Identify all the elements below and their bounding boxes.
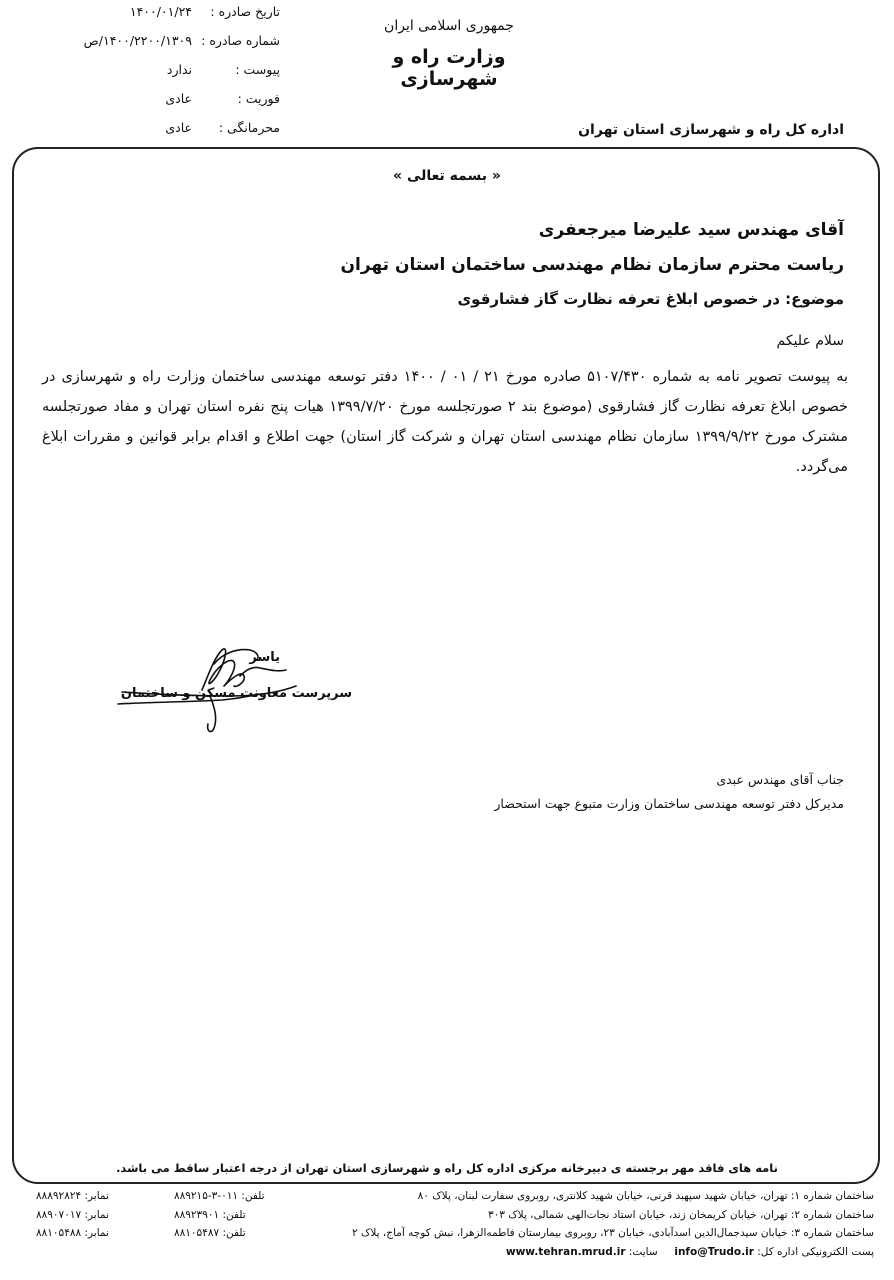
letterhead (344, 14, 554, 90)
meta-confidentiality (30, 120, 280, 149)
footer-web-contact (506, 1246, 874, 1258)
meta-attachment-value: ندارد (166, 62, 192, 77)
signature-prefix: یاسر (249, 650, 280, 665)
signature-title: سرپرست معاونت مسکن و ساختمان (120, 686, 352, 701)
footer-contact (14, 1246, 880, 1265)
footer-address: ساختمان شماره ۲: تهران، خیابان کریمخان زند، خیابان استاد نجات‌الهی شمالی، پلاک ۳۰۳ (488, 1208, 874, 1221)
meta-confidentiality-label: محرمانگی : (218, 120, 280, 135)
email-label: پست الکترونیکی اداره کل: (757, 1245, 874, 1258)
site-link[interactable]: www.tehran.mrud.ir (505, 1245, 626, 1258)
email-link[interactable]: info@Trudo.ir (674, 1245, 754, 1258)
footer-address: ساختمان شماره ۳: خیابان سیدجمال‌الدین اسدآبادی، خیابان ۲۳، روبروی بیمارستان فاطمه‌الزهرا، نبش کوچه آماج، پلاک ۲ (352, 1227, 874, 1239)
bismillah: « بسمه تعالی » (393, 168, 501, 184)
meta-attachment-label: پیوست : (235, 62, 280, 77)
validity-notice: نامه های فاقد مهر برجسته ی دبیرخانه مرکزی اداره کل راه و شهرسازی استان تهران از درجه اعتبار ساقط می باشد. (116, 1161, 778, 1175)
signature-block (110, 636, 370, 746)
footer-building-1 (14, 1190, 880, 1209)
footer (14, 1190, 880, 1264)
footer-fax: نمابر: ۸۸۹۰۷۰۱۷ (36, 1208, 109, 1221)
footer-fax: نمابر: ۸۸۸۹۲۸۲۴ (36, 1190, 109, 1202)
addressee-name: آقای مهندس سید علیرضا میرجعفری (538, 220, 844, 240)
footer-phone: تلفن: ۸۸۹۲۳۹۰۱ (174, 1208, 246, 1221)
department-name: اداره کل راه و شهرسازی استان تهران (578, 122, 844, 138)
footer-phone: تلفن: ۰۱۱-۳-۸۸۹۲۱۵ (174, 1190, 265, 1202)
greeting: سلام علیکم (776, 333, 844, 349)
letter-meta (30, 4, 280, 149)
footer-phone: تلفن: ۸۸۱۰۵۴۸۷ (174, 1227, 246, 1239)
site-label: سایت: (628, 1245, 658, 1258)
ministry-name: وزارت راه و شهرسازی (392, 46, 506, 90)
country-name: جمهوری اسلامی ایران (384, 18, 514, 34)
meta-number (30, 33, 280, 62)
footer-building-3 (14, 1227, 880, 1246)
footer-building-2 (14, 1209, 880, 1228)
cc-recipient-title: مدیرکل دفتر توسعه مهندسی ساختمان وزارت متبوع جهت استحضار (494, 796, 844, 811)
footer-fax: نمابر: ۸۸۱۰۵۴۸۸ (36, 1227, 109, 1239)
meta-urgency (30, 91, 280, 120)
meta-number-label: شماره صادره : (201, 33, 280, 48)
meta-number-value: ۱۴۰۰/۲۲۰۰/۱۳۰۹/ص (83, 33, 192, 48)
meta-date (30, 4, 280, 33)
meta-date-label: تاریخ صادره : (210, 4, 280, 19)
meta-confidentiality-value: عادی (165, 120, 192, 135)
meta-urgency-value: عادی (165, 91, 192, 106)
letter-subject: موضوع: در خصوص ابلاغ تعرفه نظارت گاز فشارقوی (457, 290, 844, 308)
meta-date-value: ۱۴۰۰/۰۱/۲۴ (129, 4, 192, 19)
meta-attachment (30, 62, 280, 91)
footer-address: ساختمان شماره ۱: تهران، خیابان شهید سپهبد قرنی، خیابان شهید کلانتری، روبروی سفارت لبنان، پلاک ۸۰ (417, 1190, 874, 1202)
letter-body: به پیوست تصویر نامه به شماره ۵۱۰۷/۴۳۰ صادره مورخ ۲۱ / ۰۱ / ۱۴۰۰ دفتر توسعه مهندسی ساختمان وزارت راه و شهرسازی در خصوص ابلاغ تعرفه نظارت گاز فشارقوی (موضوع بند ۲ صورتجلسه مورخ ۱۳۹۹/۷/۲۰ هیات پنج نفره استان تهران و مفاد صورتجلسه مشترک مورخ ۱۳۹۹/۹/۲۲ سازمان نظام مهندسی استان تهران و شرکت گاز استان) جهت اطلاع و اقدام برابر قوانین و مقررات ابلاغ می‌گردد. (42, 369, 849, 475)
cc-recipient: جناب آقای مهندس عبدی (716, 772, 844, 787)
addressee-title: ریاست محترم سازمان نظام مهندسی ساختمان استان تهران (340, 255, 844, 275)
meta-urgency-label: فوریت : (237, 91, 280, 106)
